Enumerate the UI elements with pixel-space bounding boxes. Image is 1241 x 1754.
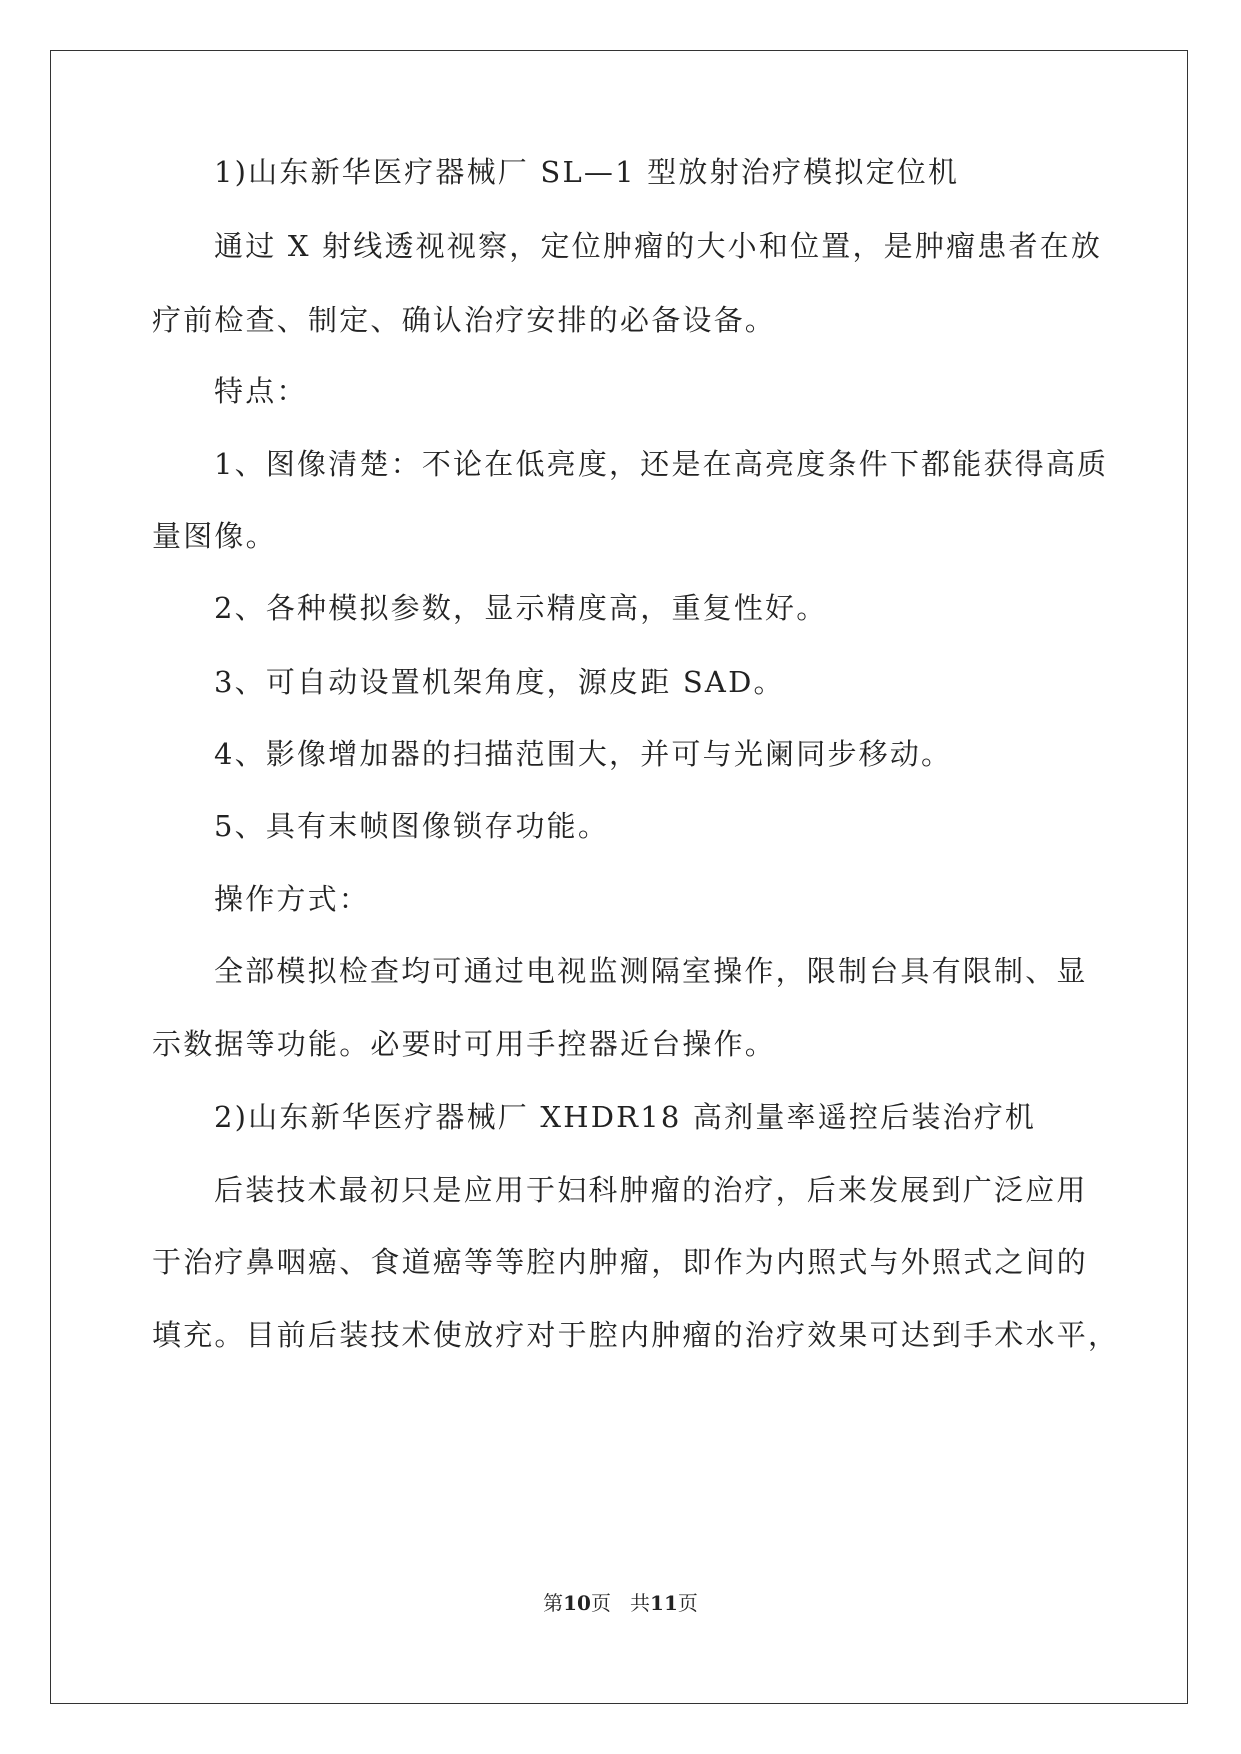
page-number-footer	[0, 1590, 1241, 1616]
paragraph-line: 填充。目前后装技术使放疗对于腔内肿瘤的治疗效果可达到手术水平，	[152, 1318, 1120, 1352]
paragraph-line: 疗前检查、制定、确认治疗安排的必备设备。	[152, 303, 777, 337]
current-page-number: 10	[563, 1591, 591, 1615]
footer-suffix: 页	[677, 1591, 698, 1615]
footer-middle: 页 共	[590, 1591, 651, 1615]
paragraph-line: 示数据等功能。必要时可用手控器近台操作。	[152, 1027, 777, 1061]
feature-item: 1、图像清楚：不论在低亮度，还是在高亮度条件下都能获得高质	[214, 447, 1109, 481]
footer-prefix: 第	[543, 1591, 564, 1615]
heading-afterloader: 2)山东新华医疗器械厂 XHDR18 高剂量率遥控后装治疗机	[214, 1100, 1037, 1134]
total-page-count: 11	[650, 1591, 678, 1615]
feature-item: 2、各种模拟参数，显示精度高，重复性好。	[214, 591, 828, 625]
paragraph-line: 全部模拟检查均可通过电视监测隔室操作，限制台具有限制、显	[214, 954, 1088, 988]
paragraph-line: 于治疗鼻咽癌、食道癌等等腔内肿瘤，即作为内照式与外照式之间的	[152, 1245, 1089, 1279]
feature-item: 5、具有末帧图像锁存功能。	[214, 809, 610, 843]
paragraph-line: 后装技术最初只是应用于妇科肿瘤的治疗，后来发展到广泛应用	[214, 1173, 1088, 1207]
feature-item: 4、影像增加器的扫描范围大，并可与光阑同步移动。	[214, 737, 953, 771]
feature-item-continued: 量图像。	[152, 519, 277, 553]
section-label-operation: 操作方式：	[214, 882, 371, 916]
paragraph-line: 通过 X 射线透视视察，定位肿瘤的大小和位置，是肿瘤患者在放	[214, 229, 1103, 263]
section-label-features: 特点：	[214, 374, 308, 408]
feature-item: 3、可自动设置机架角度，源皮距 SAD。	[214, 665, 785, 699]
heading-simulator: 1)山东新华医疗器械厂 SL—1 型放射治疗模拟定位机	[214, 155, 960, 189]
page-border	[50, 50, 1188, 1704]
